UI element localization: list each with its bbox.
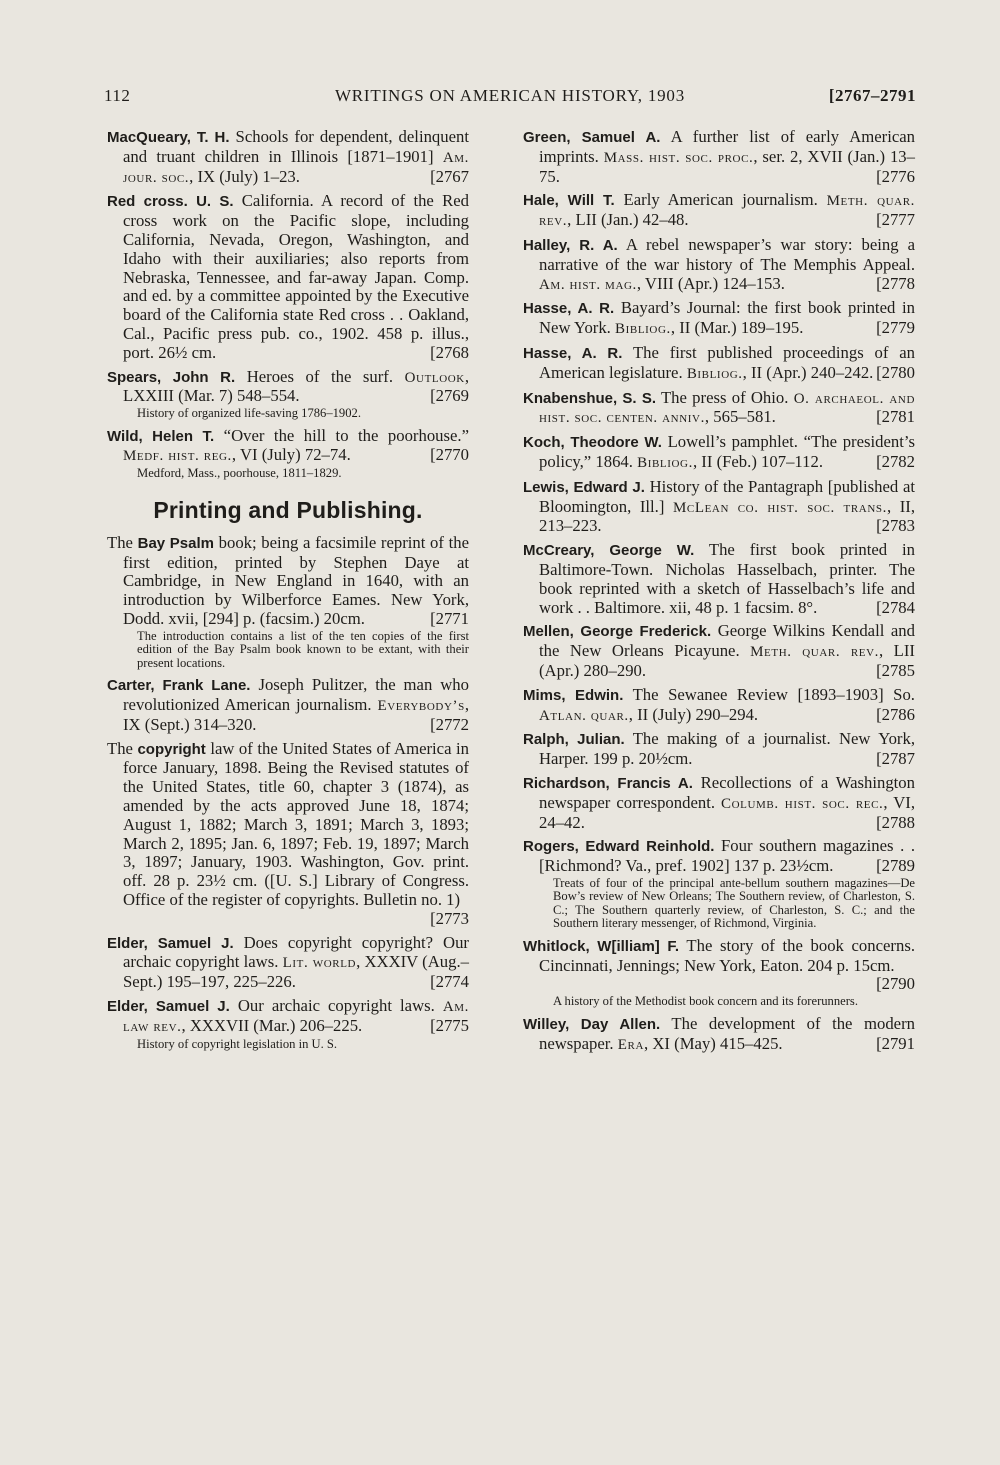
entry-citation: , LII (Jan.) 42–48.: [567, 210, 689, 230]
entry-number: [2789: [876, 856, 915, 876]
entry-number: [2779: [876, 318, 915, 338]
entry-author: Knabenshue, S. S.: [523, 389, 657, 407]
entry-journal: Atlan. quar.: [539, 707, 629, 724]
bibliography-entry: [523, 299, 915, 339]
entry-citation: , IX (Sept.) 314–320.: [123, 695, 469, 734]
entry-note: Treats of four of the principal ante-bellum southern magazines—De Bow’s review of New Orleans; The Southern review, of Charleston, S. C.; The Southern quarterly review, of Charleston, S. C.; and the Southern literary messenger, of Richmond, Virginia.: [553, 875, 915, 931]
entry-text: Early American journalism.: [614, 190, 827, 210]
entry-citation: , XI (May) 415–425.: [644, 1033, 783, 1053]
entry-number: [2770: [430, 445, 469, 465]
left-column: [107, 128, 469, 1057]
entry-author: Red cross. U. S.: [107, 193, 234, 211]
entry-journal: Am. jour. soc.: [123, 149, 469, 186]
entry-citation: , II (Feb.) 107–112.: [692, 451, 824, 471]
entry-author: Lewis, Edward J.: [523, 478, 645, 496]
entry-note: The introduction contains a list of the ten copies of the first edition of the Bay Psalm book known to be extant, with their present locations.: [137, 628, 469, 670]
entry-journal: Bibliog.: [637, 454, 693, 471]
section-heading: Printing and Publishing.: [153, 496, 423, 523]
running-title: WRITINGS ON AMERICAN HISTORY, 1903: [334, 86, 686, 105]
entry-number: [2774: [430, 972, 469, 992]
entry-author: Green, Samuel A.: [523, 129, 661, 146]
entry-journal: Columb. hist. soc. rec.: [720, 795, 884, 812]
entry-author: Koch, Theodore W.: [523, 434, 662, 452]
entry-number: [2791: [876, 1033, 915, 1053]
entry-text: The first published proceedings of an American legislature.: [539, 342, 915, 382]
entry-text: The development of the modern newspaper.: [539, 1013, 915, 1053]
entry-author: Elder, Samuel J.: [107, 997, 230, 1015]
entry-author: Bay Psalm: [137, 534, 214, 552]
entry-text: George Wilkins Kendall and the New Orleans Picayune.: [539, 621, 915, 661]
entry-citation: , IX (July) 1–23.: [189, 166, 300, 186]
bibliography-entry: [107, 427, 469, 467]
entry-number: [2767: [430, 166, 469, 186]
entry-citation: , XXXIV (Aug.–Sept.) 195–197, 225–226.: [123, 952, 469, 992]
entry-note: History of organized life-saving 1786–1902.: [137, 406, 361, 421]
entry-author: copyright: [137, 740, 206, 758]
entry-citation: , XXXVII (Mar.) 206–225.: [181, 1015, 363, 1035]
entry-text: The Sewanee Review [1893–1903] So.: [623, 684, 915, 704]
entry-number: [2776: [876, 166, 915, 186]
entry-number: [2777: [876, 210, 915, 230]
entry-note: A history of the Methodist book concern and its forerunners.: [553, 994, 858, 1009]
entry-journal: Everybody’s: [377, 698, 465, 715]
entry-text: The press of Ohio.: [656, 387, 794, 407]
entry-citation: , VI, 24–42.: [539, 792, 915, 832]
entry-journal: Bibliog.: [686, 365, 743, 382]
entry-author: Carter, Frank Lane.: [107, 677, 251, 695]
entry-author: Rogers, Edward Reinhold.: [523, 838, 715, 856]
bibliography-entry: [107, 934, 469, 992]
entry-journal: Medf. hist. reg.: [123, 448, 232, 465]
entry-number: [2790: [876, 974, 915, 994]
entry-text: law of the United States of America in force January, 1898. Being the Revised statutes of the United States, title 60, chapter 3 (1874), as amended by the acts approved June 18, 1874; August 1, 1882; March 3, 1891; March 3, 1893; March 2, 1895; Jan. 6, 1897; Feb. 19, 1897; March 3, 1897; January, 1903. Washington, Gov. print. off. 28 p. 23½ cm. ([U. S.] Library of Congress. Office of the register of copyrights. Bulletin no. 1): [123, 738, 469, 909]
entry-number: [2783: [876, 516, 915, 536]
entry-text: The story of the book concerns. Cincinnati, Jennings; New York, Eaton. 204 p. 15cm.: [539, 935, 915, 975]
entry-author: Hasse, A. R.: [523, 300, 615, 318]
entry-author: Wild, Helen T.: [107, 427, 215, 445]
entry-journal: Am. hist. mag.: [539, 276, 637, 293]
entry-number: [2780: [876, 362, 915, 382]
entry-number: [2787: [876, 749, 915, 769]
entry-journal: Am. law rev.: [123, 998, 469, 1035]
entry-number: [2786: [876, 704, 915, 724]
entry-author: Mims, Edwin.: [523, 686, 624, 704]
entry-journal: Bibliog.: [615, 321, 671, 338]
entry-range: [2767–2791: [828, 86, 916, 105]
entry-journal: McLean co. hist. soc. trans.: [672, 499, 887, 516]
bibliography-entry: [523, 128, 915, 186]
entry-text: The making of a journalist. New York, Harper. 199 p. 20½cm.: [539, 729, 915, 769]
entry-citation: , ser. 2, XVII (Jan.) 13–75.: [539, 146, 915, 186]
entry-number: [2785: [876, 660, 915, 680]
entry-prefix: The: [107, 532, 138, 552]
bibliography-entry: [523, 236, 915, 294]
entry-journal: Era: [617, 1036, 645, 1053]
entry-number: [2769: [430, 386, 469, 406]
entry-citation: , LII (Apr.) 280–290.: [539, 641, 915, 680]
entry-number: [2778: [876, 273, 915, 293]
entry-author: Spears, John R.: [107, 368, 236, 386]
entry-text: Our archaic copyright laws.: [229, 995, 443, 1015]
entry-number: [2772: [430, 714, 469, 734]
bibliography-entry: [523, 344, 915, 384]
entry-number: [2771: [430, 608, 469, 628]
entry-author: Mellen, George Frederick.: [523, 623, 712, 641]
bibliography-entry: [523, 541, 915, 617]
entry-author: Hasse, A. R.: [523, 344, 623, 362]
entry-number: [2784: [876, 597, 915, 617]
entry-number: [2768: [430, 342, 469, 362]
bibliography-entry: [107, 676, 469, 734]
entry-text: The first book printed in Baltimore-Town. Nicholas Hasselbach, printer. The book reprinted with a sketch of Hasselbach’s life and work . . Baltimore. xii, 48 p. 1 facsim. 8°.: [539, 540, 915, 617]
entry-text: A rebel newspaper’s war story: being a narrative of the war history of The Memphis Appeal.: [539, 234, 915, 274]
bibliography-entry: [523, 191, 915, 231]
bibliography-entry: [107, 192, 469, 362]
entry-journal: Mass. hist. soc. proc.: [603, 149, 754, 166]
bibliography-entry: [107, 740, 469, 929]
entry-author: Whitlock, W[illiam] F.: [523, 937, 680, 955]
entry-text: Heroes of the surf.: [235, 366, 405, 386]
entry-citation: , II (Apr.) 240–242.: [742, 362, 874, 382]
entry-author: Hale, Will T.: [523, 192, 615, 210]
entry-citation: , II (July) 290–294.: [628, 704, 759, 724]
bibliography-entry: [523, 389, 915, 429]
entry-note: Medford, Mass., poorhouse, 1811–1829.: [137, 466, 342, 481]
entry-text: History of the Pantagraph [published at Bloomington, Ill.]: [539, 476, 915, 516]
bibliography-entry: [107, 534, 469, 629]
bibliography-entry: [107, 997, 469, 1037]
bibliography-entry: [523, 686, 915, 726]
entry-text: A further list of early American imprints.: [539, 127, 915, 166]
entry-number: [2781: [876, 407, 915, 427]
right-column: [523, 128, 915, 1059]
entry-author: Richardson, Francis A.: [523, 774, 693, 792]
entry-note: History of copyright legislation in U. S.: [137, 1036, 338, 1051]
entry-journal: Outlook: [404, 369, 465, 386]
entry-text: Does copyright copyright? Our archaic copyright laws.: [123, 932, 469, 972]
entry-text: book; being a facsimile reprint of the first edition, printed by Stephen Daye at Cambridge, in New England in 1640, with an introduction by Wilberforce Eames. New York, Dodd. xvii, [294] p. (facsim.) 20cm.: [123, 532, 469, 628]
bibliography-entry: [107, 128, 469, 187]
page-number: 112: [104, 86, 131, 105]
bibliography-entry: [523, 837, 915, 876]
entry-journal: Lit. world: [282, 955, 357, 972]
entry-text: Lowell’s pamphlet. “The president’s policy,” 1864.: [539, 432, 915, 471]
entry-number: [2788: [876, 812, 915, 832]
entry-journal: Meth. quar. rev.: [750, 644, 880, 661]
entry-text: Joseph Pulitzer, the man who revolutionized American journalism.: [123, 675, 469, 715]
bibliography-entry: [523, 1015, 915, 1055]
page-header: [104, 86, 916, 114]
bibliography-entry: [523, 730, 915, 769]
entry-number: [2773: [430, 908, 469, 928]
entry-citation: , VIII (Apr.) 124–153.: [636, 273, 785, 293]
entry-journal: O. archaeol. and hist. soc. centen. anniv.: [539, 390, 915, 427]
entry-text: Four southern magazines . . [Richmond? Va., pref. 1902] 137 p. 23½cm.: [539, 836, 916, 876]
entry-author: MacQueary, T. H.: [107, 129, 230, 146]
bibliography-entry: [107, 368, 469, 407]
entry-author: Halley, R. A.: [523, 236, 618, 254]
entry-text: “Over the hill to the poorhouse.”: [214, 425, 469, 445]
entry-author: Willey, Day Allen.: [523, 1015, 661, 1033]
bibliography-entry: [523, 433, 915, 473]
entry-prefix: The: [107, 738, 138, 758]
entry-text: Recollections of a Washington newspaper correspondent.: [539, 772, 915, 812]
entry-number: [2782: [876, 451, 915, 471]
bibliography-entry: [523, 622, 915, 680]
entry-journal: Meth. quar. rev.: [539, 193, 915, 230]
entry-citation: , II, 213–223.: [539, 496, 915, 536]
entry-citation: , II (Mar.) 189–195.: [670, 318, 804, 338]
entry-number: [2775: [430, 1015, 469, 1035]
bibliography-entry: [523, 937, 915, 994]
entry-text: Bayard’s Journal: the first book printed in New York.: [539, 298, 915, 338]
entry-text: California. A record of the Red cross work on the Pacific slope, including California, Nevada, Oregon, Washington, and Idaho with their auxiliaries; also reports from Nebraska, Tennessee, and far-away Japan. Comp. and ed. by a committee appointed by the Executive board of the California state Red cross . . Oakland, Cal., Pacific press pub. co., 1902. 458 p. illus., port. 26½ cm.: [123, 191, 469, 362]
bibliography-entry: [523, 478, 915, 536]
entry-text: Schools for dependent, delinquent and truant children in Illinois [1871–1901]: [123, 127, 469, 166]
entry-citation: , VI (July) 72–74.: [231, 445, 351, 465]
bibliography-entry: [523, 774, 915, 832]
entry-citation: , LXXIII (Mar. 7) 548–554.: [123, 366, 470, 406]
entry-citation: , 565–581.: [704, 407, 776, 427]
entry-author: Ralph, Julian.: [523, 731, 625, 749]
entry-author: McCreary, George W.: [523, 542, 695, 560]
entry-author: Elder, Samuel J.: [107, 934, 234, 952]
